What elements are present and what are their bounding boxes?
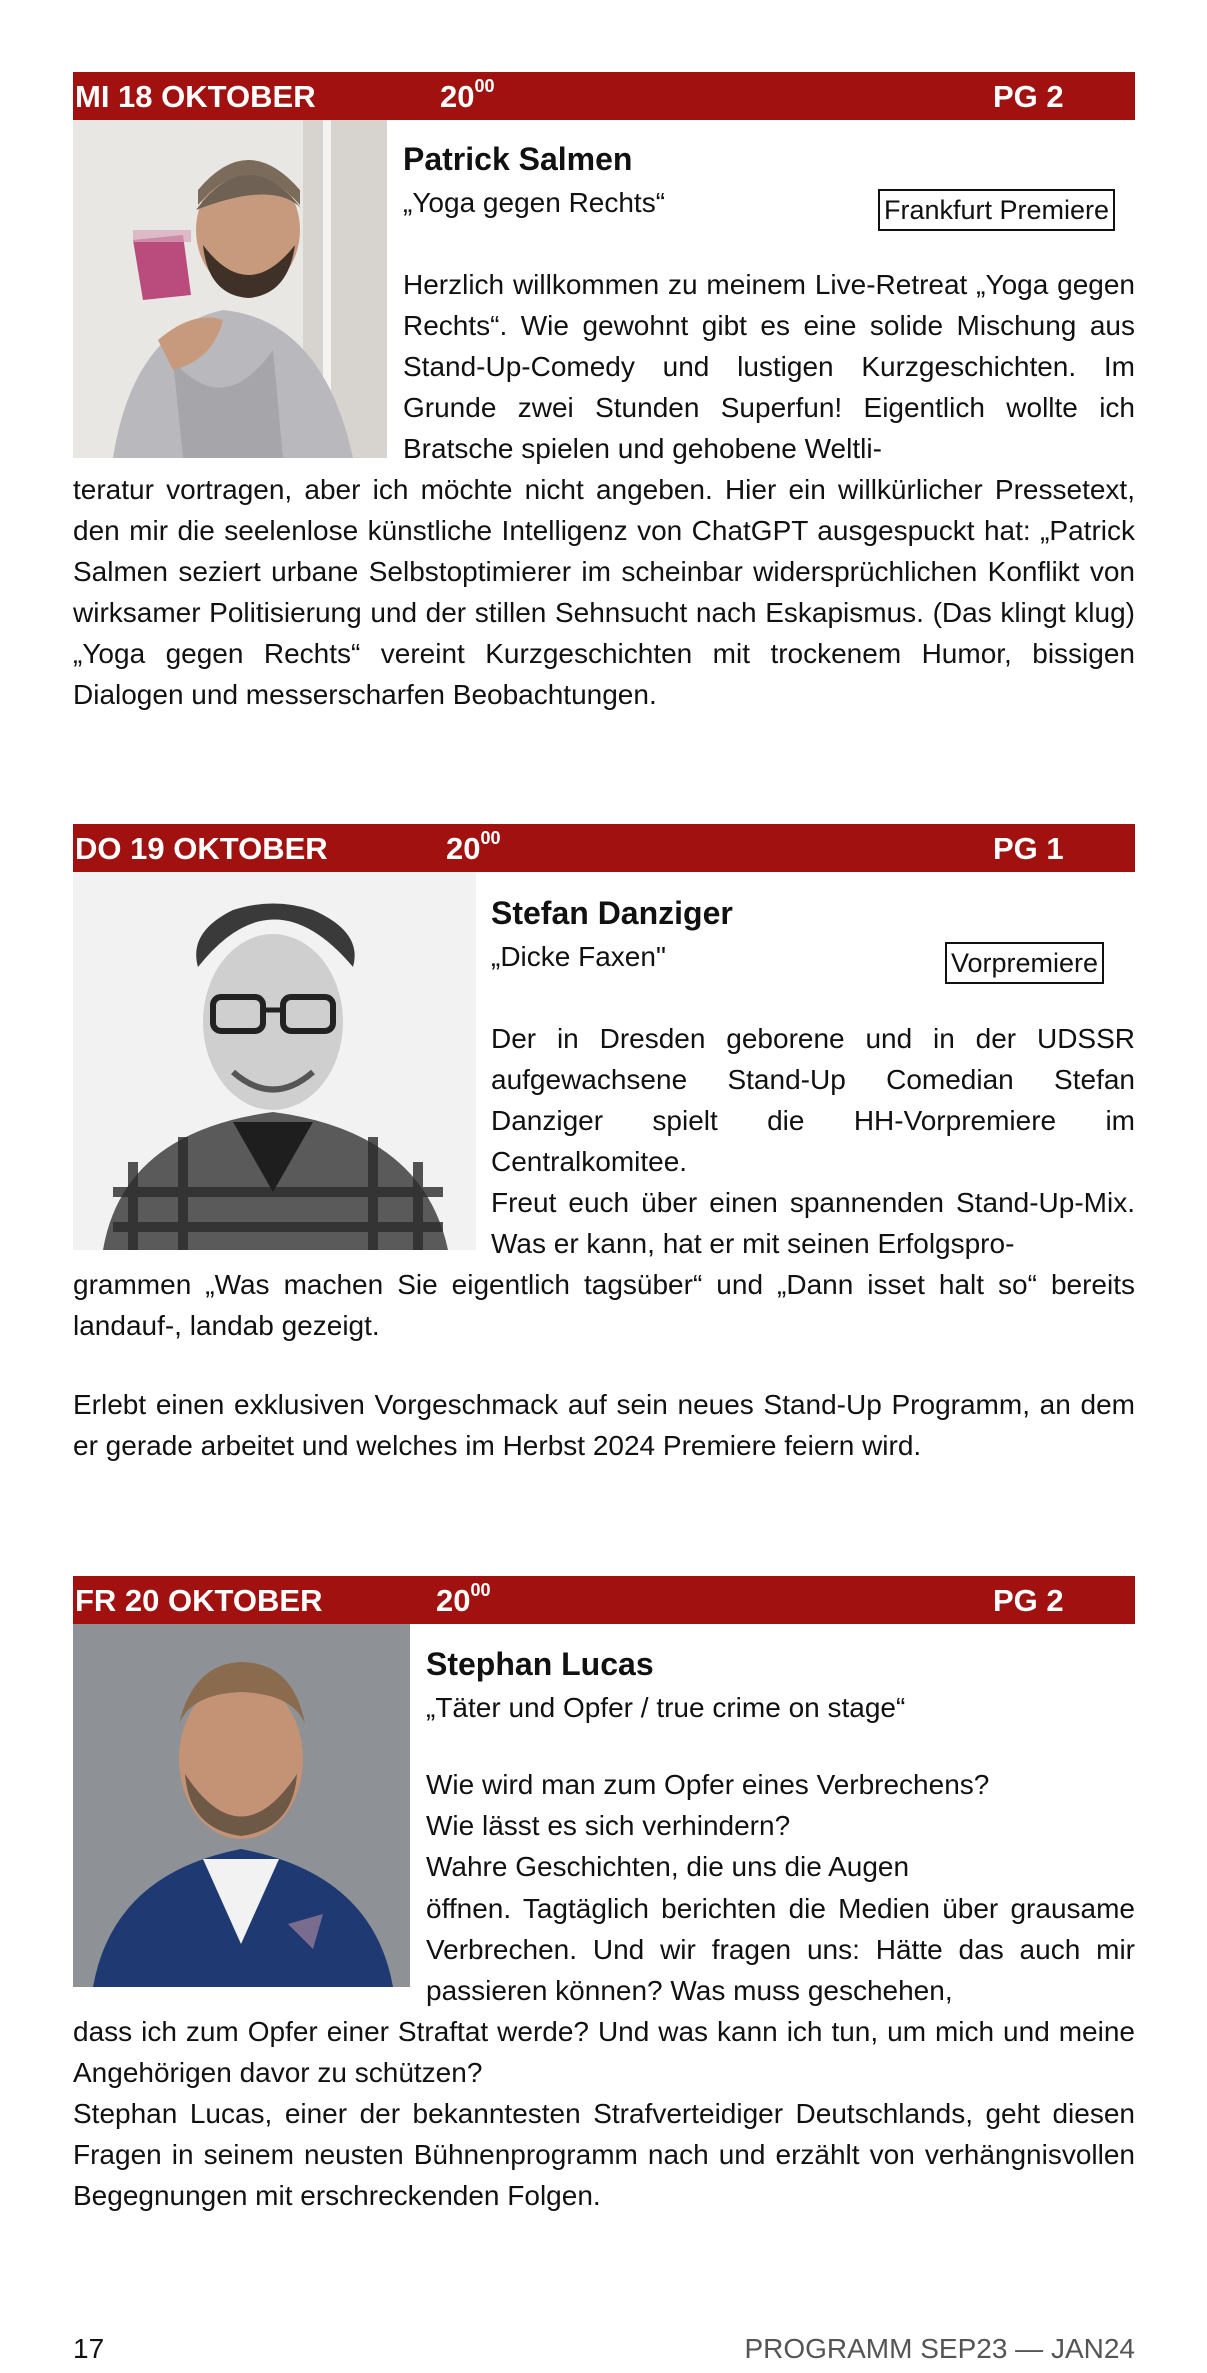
- description-text-continued: grammen „Was machen Sie eigentlich tagsüber“ und „Dann isset halt so“ bereits landauf-, landab gezeigt.: [73, 1269, 1135, 1341]
- event-header: [73, 72, 1135, 120]
- program-title: „Täter und Opfer / true crime on stage“: [426, 1692, 906, 1723]
- premiere-badge: Vorpremiere: [945, 942, 1104, 984]
- description-line-3: Wahre Geschichten, die uns die Augen: [426, 1851, 910, 1882]
- premiere-badge: Frankfurt Premiere: [878, 189, 1115, 231]
- program-title: „Dicke Faxen": [491, 941, 666, 972]
- description-text: Herzlich willkommen zu meinem Live-Retreat „Yoga gegen Rechts“. Wie gewohnt gibt es eine solide Mischung aus Stand-Up-Comedy und lustigen Kurzgeschichten. Im Grunde zwei Stunden Superfun! Eigentlich wollte ich Bratsche spielen und gehobene Weltli-: [403, 269, 1135, 464]
- event-date: MI 18 OKTOBER: [75, 79, 316, 114]
- artist-photo: [73, 120, 387, 458]
- program-label: PROGRAMM SEP23 — JAN24: [744, 2333, 1135, 2364]
- event-date: FR 20 OKTOBER: [75, 1583, 323, 1618]
- artist-photo: [73, 1624, 410, 1987]
- event-venue: PG 2: [993, 1583, 1064, 1618]
- description-text-2: Freut euch über einen spannenden Stand-Up-Mix. Was er kann, hat er mit seinen Erfolgspro-: [491, 1187, 1135, 1259]
- event-time: $20^{00}$: [446, 827, 501, 866]
- artist-photo: [73, 872, 476, 1250]
- event-header: [73, 824, 1135, 872]
- description-text: Der in Dresden geborene und in der UDSSR aufgewachsene Stand-Up Comedian Stefan Danziger spielt die HH-Vorpremiere im Centralkomitee.: [491, 1023, 1135, 1177]
- description-text: öffnen. Tagtäglich berichten die Medien über grausame Verbrechen. Und wir fragen uns: Hätte das auch mir passieren können? Was muss geschehen,: [426, 1893, 1135, 2006]
- program-title: „Yoga gegen Rechts“: [403, 187, 666, 218]
- description-text-continued: dass ich zum Opfer einer Straftat werde? Und was kann ich tun, um mich und meine Angehörigen davor zu schützen?: [73, 2016, 1135, 2088]
- event-date: DO 19 OKTOBER: [75, 831, 328, 866]
- event-header: [73, 1576, 1135, 1624]
- description-text-continued: teratur vortragen, aber ich möchte nicht angeben. Hier ein willkürlicher Pressetext, den mir die seelenlose künstliche Intelligenz von ChatGPT ausgespuckt hat: „Patrick Salmen seziert urbane Selbstoptimierer im scheinbar widersprüchlichen Konflikt von wirksamer Politisierung und der stillen Sehnsucht nach Eskapismus. (Das klingt klug) „Yoga gegen Rechts“ vereint Kurzgeschichten mit trockenem Humor, bissigen Dialogen und messerscharfen Beobachtungen.: [73, 474, 1135, 710]
- description-line-2: Wie lässt es sich verhindern?: [426, 1810, 791, 1841]
- description-text-closing: Stephan Lucas, einer der bekanntesten Strafverteidiger Deutschlands, geht diesen Fragen in seinem neusten Bühnenprogramm nach und erzählt von verhängnisvollen Begegnungen mit erschreckenden Folgen.: [73, 2098, 1135, 2211]
- event-time: $20^{00}$: [440, 75, 495, 114]
- description-line-1: Wie wird man zum Opfer eines Verbrechens?: [426, 1769, 990, 1800]
- event-venue: PG 1: [993, 831, 1064, 866]
- artist-name: Stefan Danziger: [491, 895, 733, 931]
- page-number: 17: [73, 2333, 105, 2364]
- event-time: $20^{00}$: [436, 1579, 491, 1618]
- artist-name: Patrick Salmen: [403, 141, 633, 177]
- description-text-closing: Erlebt einen exklusiven Vorgeschmack auf sein neues Stand-Up Programm, an dem er gerade arbeitet und welches im Herbst 2024 Premiere feiern wird.: [73, 1389, 1135, 1461]
- event-venue: PG 2: [993, 79, 1064, 114]
- artist-name: Stephan Lucas: [426, 1646, 654, 1682]
